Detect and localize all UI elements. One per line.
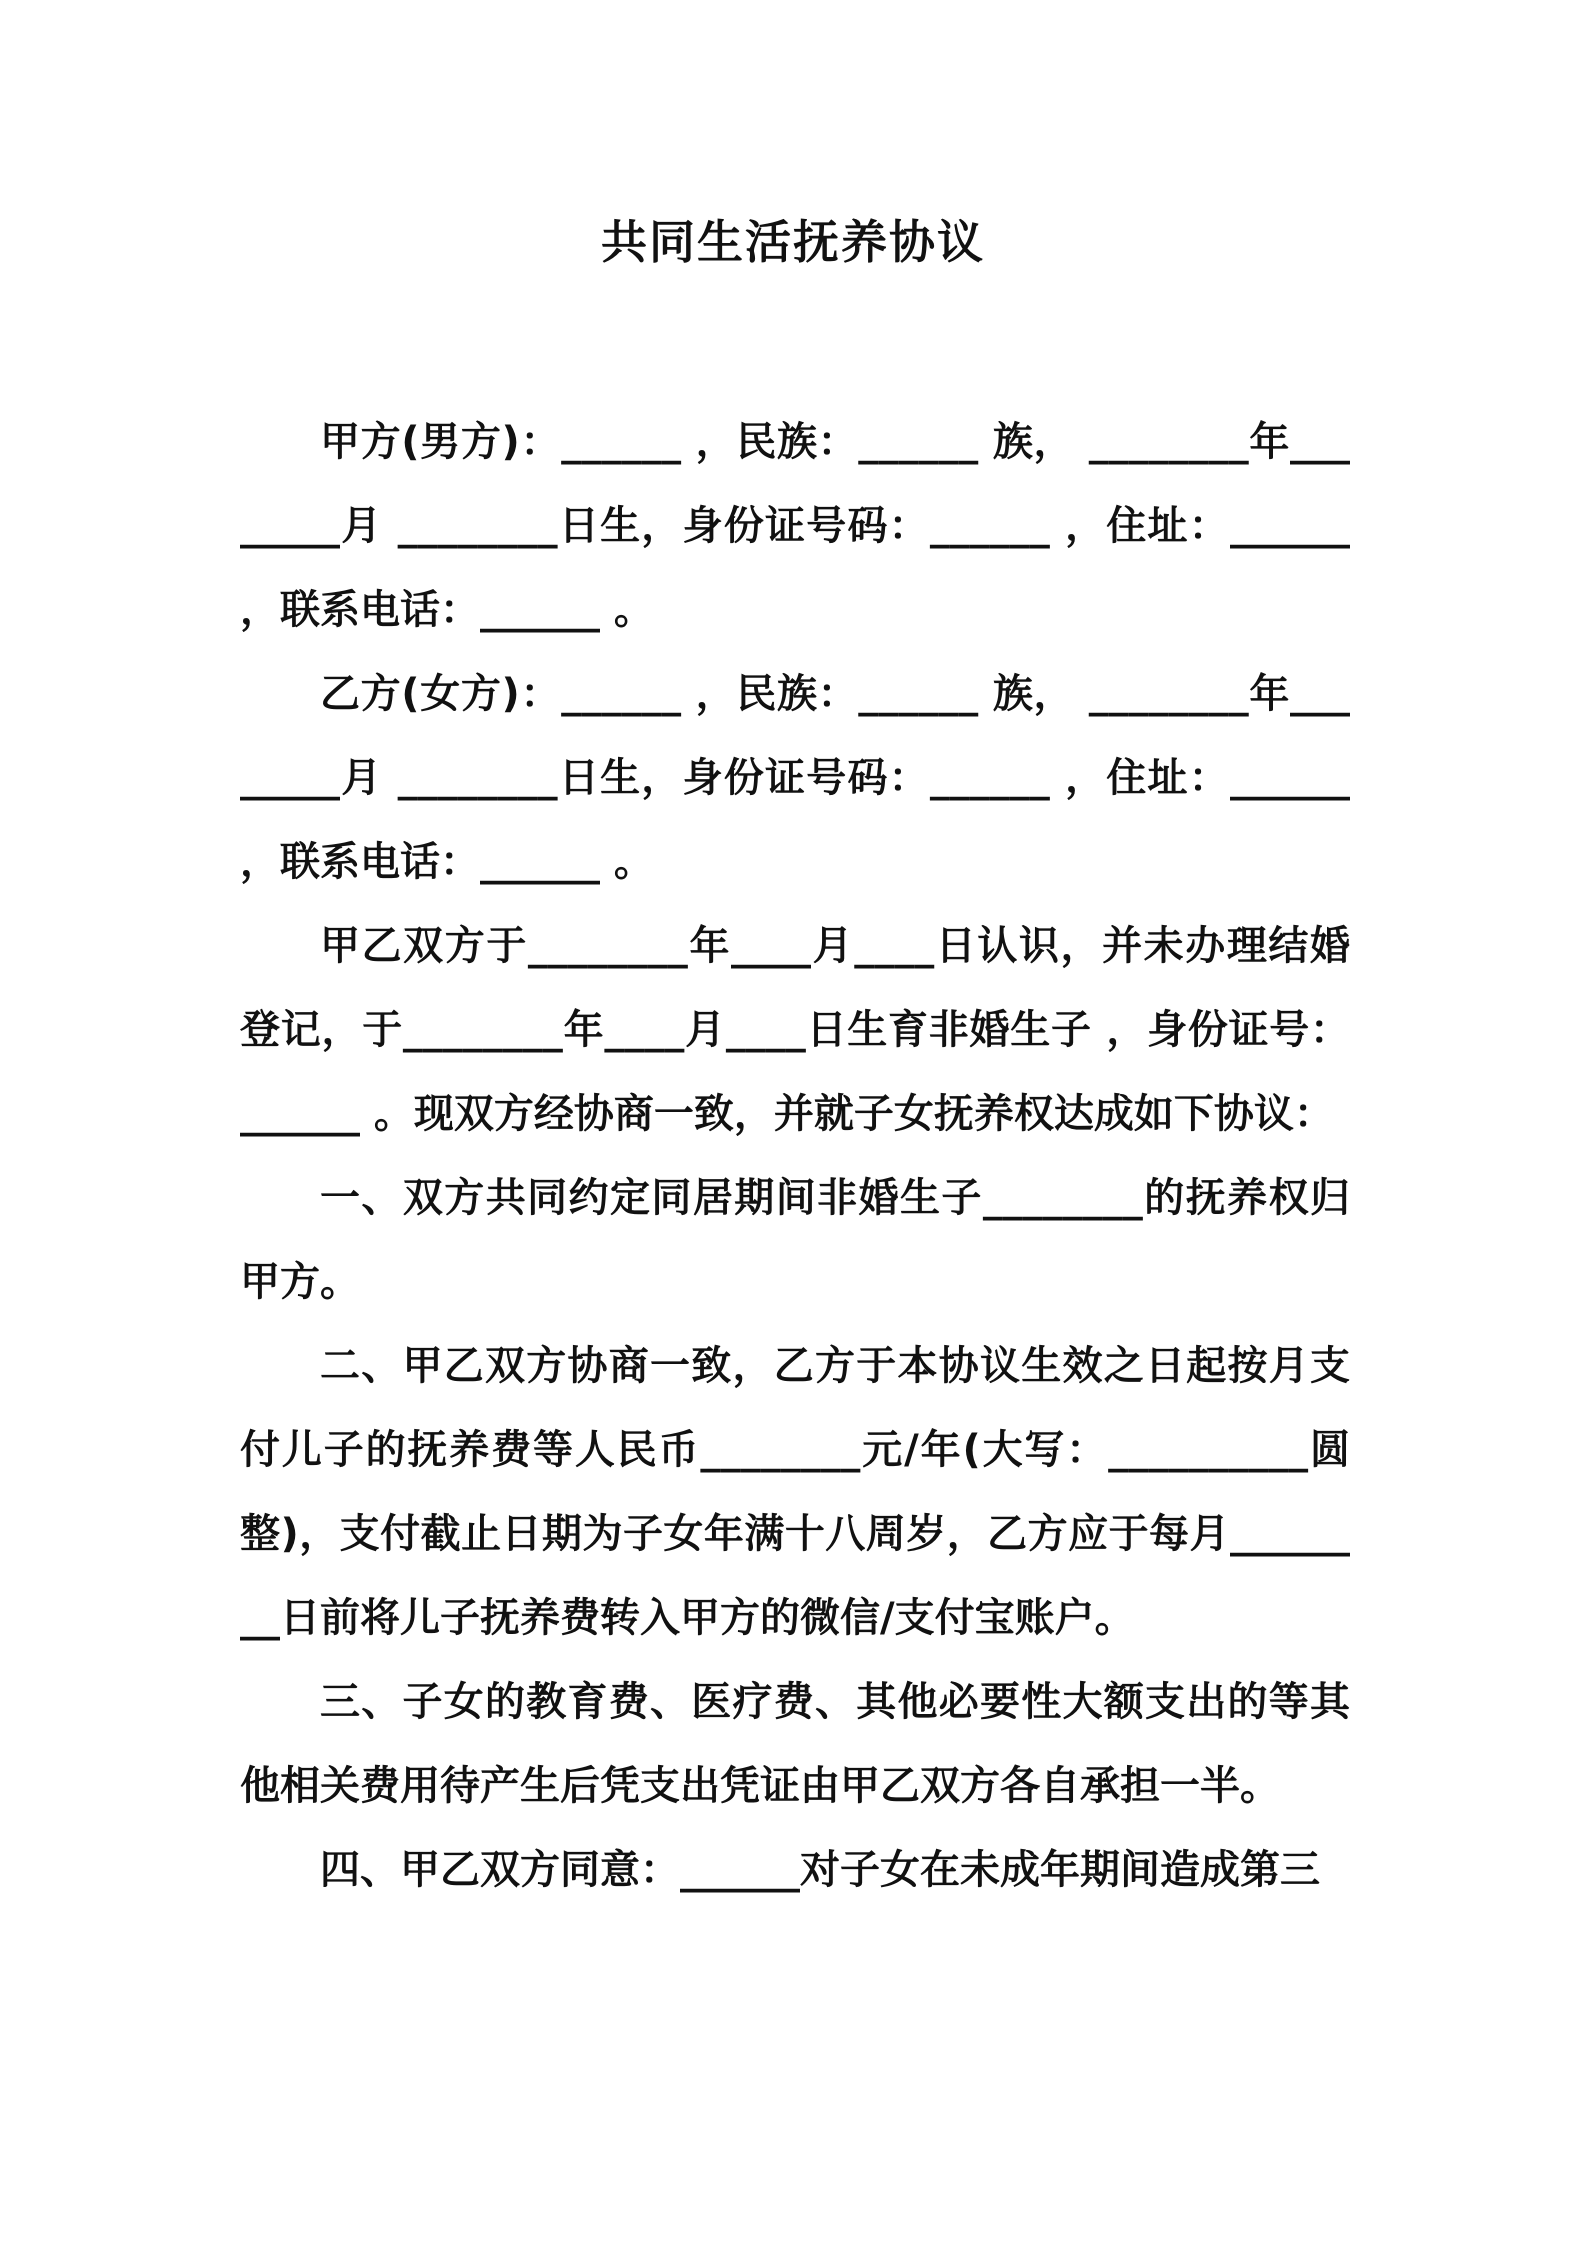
background-clause: 甲乙双方于________年____月____日认识，并未办理结婚登记，于________年____月____日生育非婚生子 ，身份证号：______ 。现双方经协商一致，并就子女抚养权达成如下协议： (240, 923, 1350, 1137)
party-a-info: 甲方(男方)：______ ，民族：______ 族， ________年________月 ________日生，身份证号码：______ ，住址：______ ，联系电话：______ 。 (240, 419, 1350, 633)
party-b-info: 乙方(女方)：______ ，民族：______ 族， ________年________月 ________日生，身份证号码：______ ，住址：______ ，联系电话：______ 。 (240, 671, 1350, 885)
document-title: 共同生活抚养协议 (601, 215, 985, 269)
clause-2-support-payment: 二、甲乙双方协商一致，乙方于本协议生效之日起按月支付儿子的抚养费等人民币________元/年(大写：__________圆整)，支付截止日期为子女年满十八周岁，乙方应于每月________日前将儿子抚养费转入甲方的微信/支付宝账户。 (240, 1343, 1350, 1641)
clause-3-expenses: 三、子女的教育费、医疗费、其他必要性大额支出的等其他相关费用待产生后凭支出凭证由甲乙双方各自承担一半。 (240, 1679, 1350, 1809)
clause-4-liability: 四、甲乙双方同意：______对子女在未成年期间造成第三 (320, 1847, 1320, 1893)
clause-1-custody: 一、双方共同约定同居期间非婚生子________的抚养权归甲方。 (240, 1175, 1350, 1305)
document-body (240, 400, 1350, 1912)
